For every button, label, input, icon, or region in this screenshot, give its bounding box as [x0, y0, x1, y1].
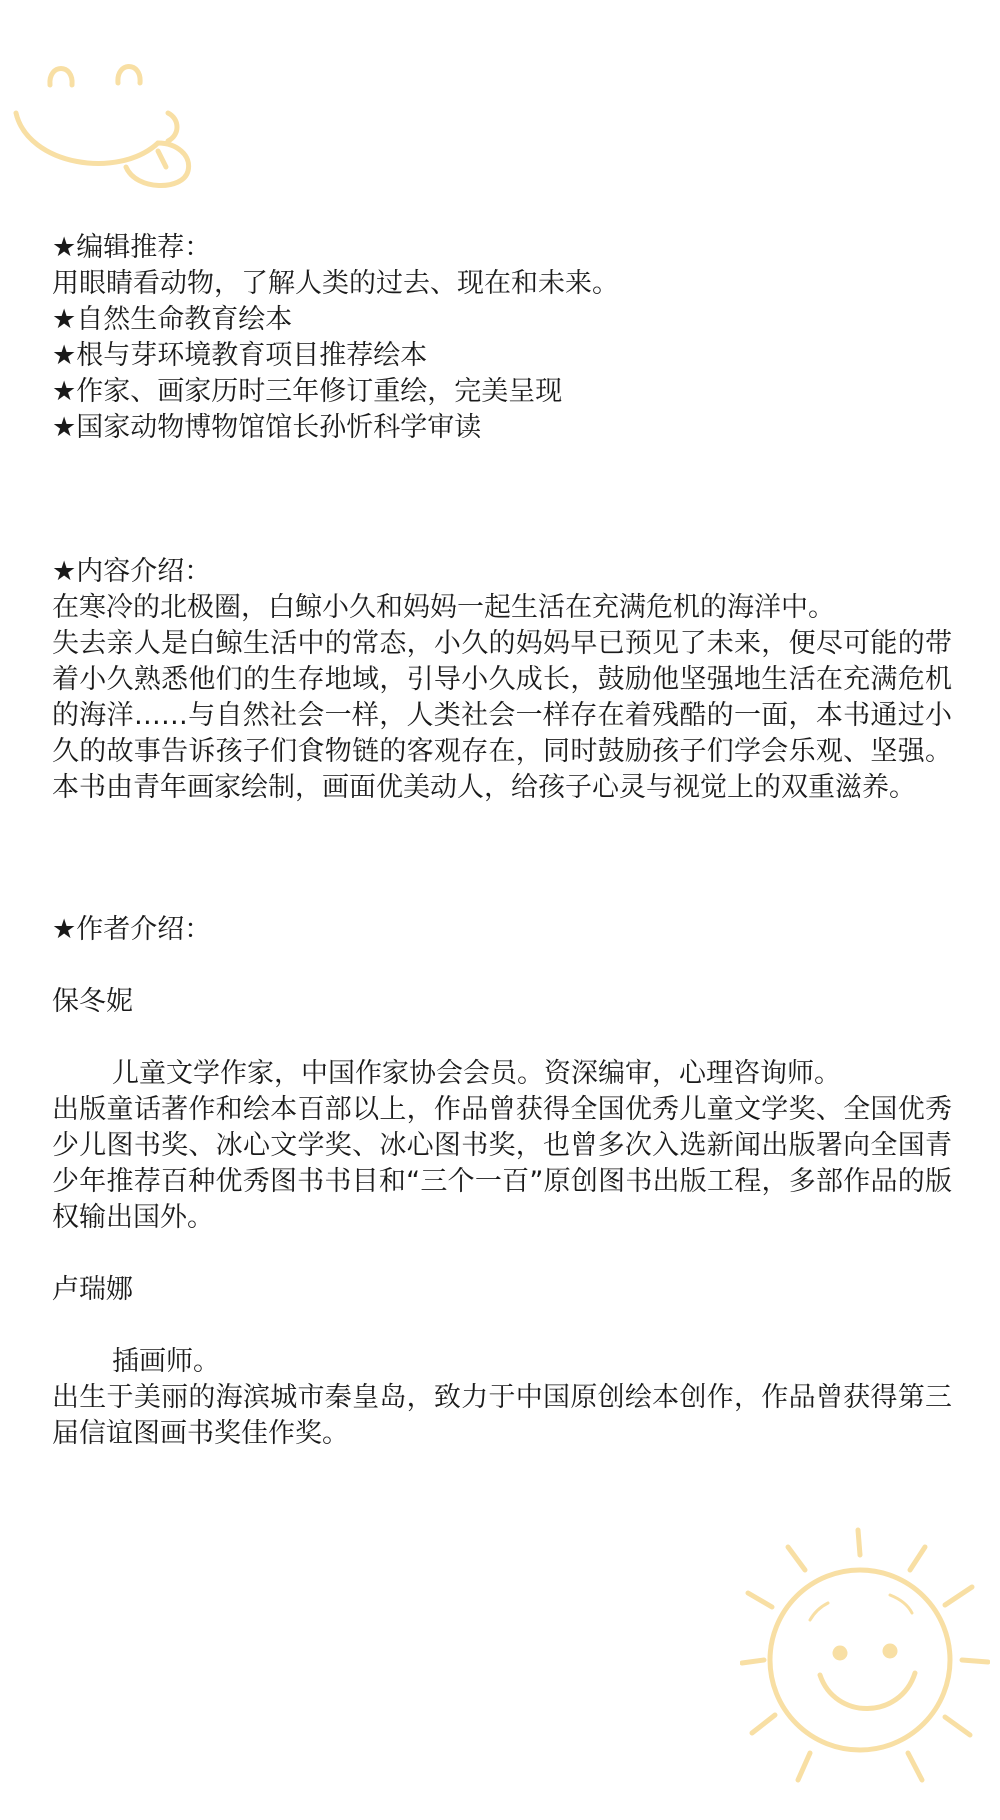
content-intro-paragraph: 失去亲人是白鲸生活中的常态，小久的妈妈早已预见了未来，便尽可能的带着小久熟悉他们的生存地域，引导小久成长，鼓励他坚强地生活在充满危机的海洋……与自然社会一样，人类社会一样存在着残酷的一面，本书通过小久的故事告诉孩子们食物链的客观存在，同时鼓励孩子们学会乐观、坚强。本书由青年画家绘制，画面优美动人，给孩子心灵与视觉上的双重滋养。: [52, 628, 952, 803]
smiling-sun-icon: [740, 1525, 990, 1799]
editor-recommendation-line: ★作家、画家历时三年修订重绘，完美呈现: [52, 376, 563, 407]
author-intro-heading: ★作者介绍：: [52, 914, 212, 945]
author-name: 保冬妮: [52, 986, 133, 1017]
author-intro-section: [52, 912, 952, 1452]
editor-recommendation-line: ★自然生命教育绘本: [52, 304, 293, 335]
illustrator-bio-paragraph: 出生于美丽的海滨城市秦皇岛，致力于中国原创绘本创作，作品曾获得第三届信谊图画书奖佳作奖。: [52, 1382, 952, 1449]
content-intro-section: [52, 554, 952, 806]
author-bio-first-line: 儿童文学作家，中国作家协会会员。资深编审，心理咨询师。: [112, 1058, 841, 1089]
author-bio-paragraph: 出版童话著作和绘本百部以上，作品曾获得全国优秀儿童文学奖、全国优秀少儿图书奖、冰心文学奖、冰心图书奖，也曾多次入选新闻出版署向全国青少年推荐百种优秀图书书目和“三个一百”原创图书出版工程，多部作品的版权输出国外。: [52, 1094, 952, 1233]
illustrator-bio-first-line: 插画师。: [112, 1346, 220, 1377]
illustrator-name: 卢瑞娜: [52, 1274, 133, 1305]
editor-recommendation-line: 用眼睛看动物，了解人类的过去、现在和未来。: [52, 268, 619, 299]
main-content: [52, 230, 952, 1452]
editor-recommendation-line: ★根与芽环境教育项目推荐绘本: [52, 340, 428, 371]
editor-recommendation-line: ★国家动物博物馆馆长孙忻科学审读: [52, 412, 482, 443]
editor-recommendation-heading: ★编辑推荐：: [52, 232, 212, 263]
content-intro-first-line: 在寒冷的北极圈，白鲸小久和妈妈一起生活在充满危机的海洋中。: [52, 592, 835, 623]
smiley-face-tongue-icon: [8, 55, 198, 194]
content-intro-heading: ★内容介绍：: [52, 556, 212, 587]
editor-recommendation-section: [52, 230, 952, 446]
